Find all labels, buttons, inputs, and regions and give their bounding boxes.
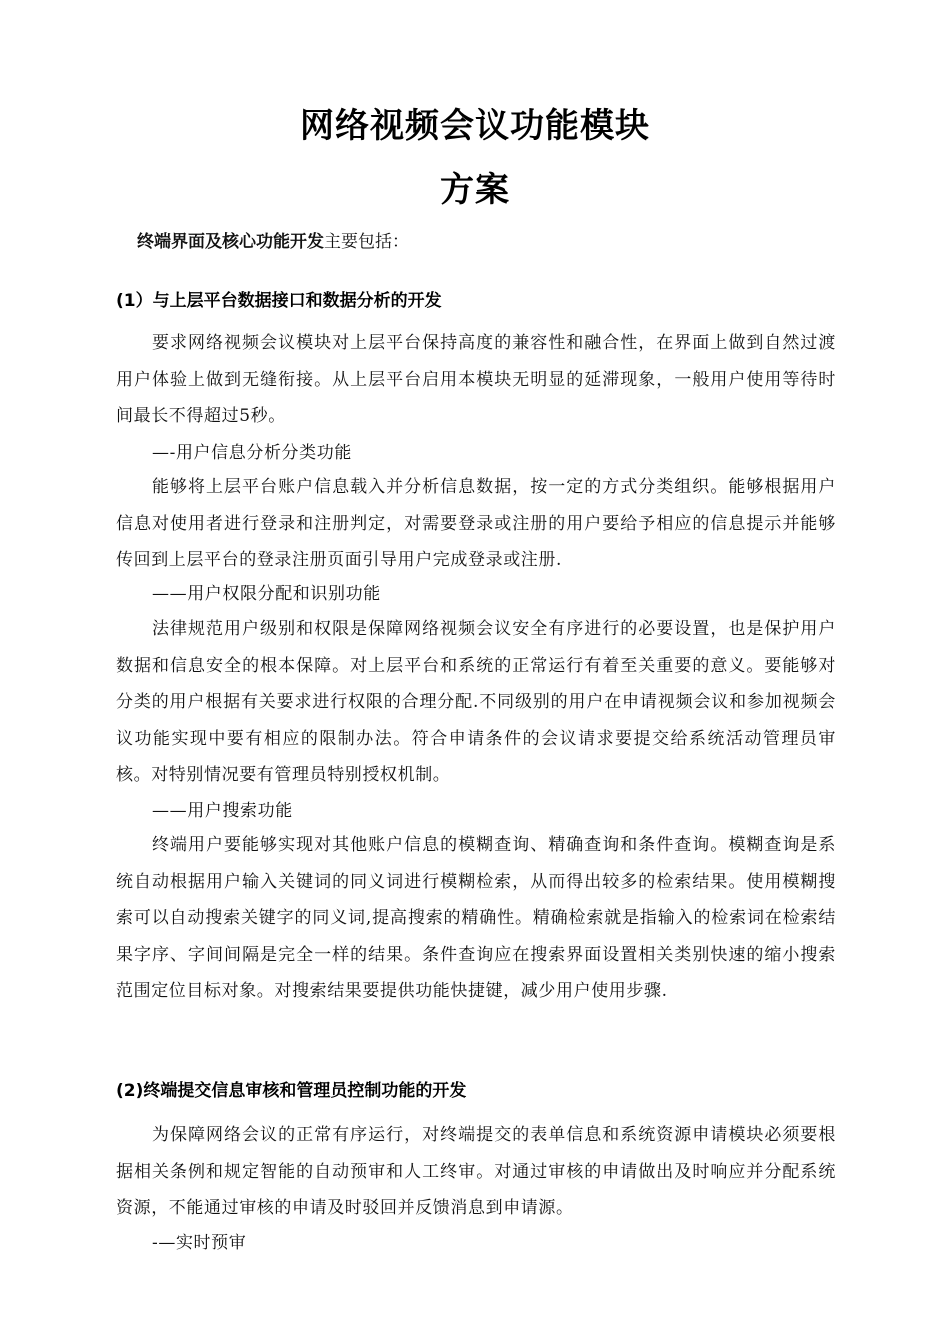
intro-rest: 主要包括： (324, 232, 409, 252)
section1-paragraph: 法律规范用户级别和权限是保障网络视频会议安全有序进行的必要设置，也是保护用户数据和信息安全的根本保障。对上层平台和系统的正常运行有着至关重要的意义。要能够对分类的用户根据有关要求进行权限的合理分配.不同级别的用户在申请视频会议和参加视频会议功能实现中要有相应的限制办法。符合申请条件的会议请求要提交给系统活动管理员审核。对特别情况要有管理员特别授权机制。 (116, 619, 836, 785)
subheading-user-permission: ——用户权限分配和识别功能 (152, 584, 381, 604)
section1-paragraph: 终端用户要能够实现对其他账户信息的模糊查询、精确查询和条件查询。模糊查询是系统自动根据用户输入关键词的同义词进行模糊检索，从而得出较多的检索结果。使用模糊搜索可以自动搜索关键字的同义词,提高搜索的精确性。精确检索就是指输入的检索词在检索结果字序、字间间隔是完全一样的结果。条件查询应在搜索界面设置相关类别快速的缩小搜索范围定位目标对象。对搜索结果要提供功能快捷键，减少用户使用步骤. (116, 835, 836, 1001)
section1-heading: (1）与上层平台数据接口和数据分析的开发 (116, 291, 442, 311)
intro-bold: 终端界面及核心功能开发 (137, 232, 324, 252)
subheading-user-info: —-用户信息分析分类功能 (152, 443, 352, 463)
document-title-line2: 方案 (440, 170, 510, 210)
intro-line (137, 229, 409, 255)
section1-paragraph: 要求网络视频会议模块对上层平台保持高度的兼容性和融合性，在界面上做到自然过渡用户体验上做到无缝衔接。从上层平台启用本模块无明显的延滞现象，一般用户使用等待时间最长不得超过5秒。 (116, 333, 836, 426)
subheading-realtime-review: -—实时预审 (152, 1233, 247, 1253)
section1-paragraph: 能够将上层平台账户信息载入并分析信息数据，按一定的方式分类组织。能够根据用户信息对使用者进行登录和注册判定，对需要登录或注册的用户要给予相应的信息提示并能够传回到上层平台的登录注册页面引导用户完成登录或注册. (116, 477, 836, 570)
document-title: 网络视频会议功能模块 (300, 106, 650, 146)
subheading-user-search: ——用户搜索功能 (152, 801, 293, 821)
section2-paragraph: 为保障网络会议的正常有序运行，对终端提交的表单信息和系统资源申请模块必须要根据相关条例和规定智能的自动预审和人工终审。对通过审核的申请做出及时响应并分配系统资源，不能通过审核的申请及时驳回并反馈消息到申请源。 (116, 1125, 836, 1218)
section2-heading: (2)终端提交信息审核和管理员控制功能的开发 (116, 1081, 467, 1101)
